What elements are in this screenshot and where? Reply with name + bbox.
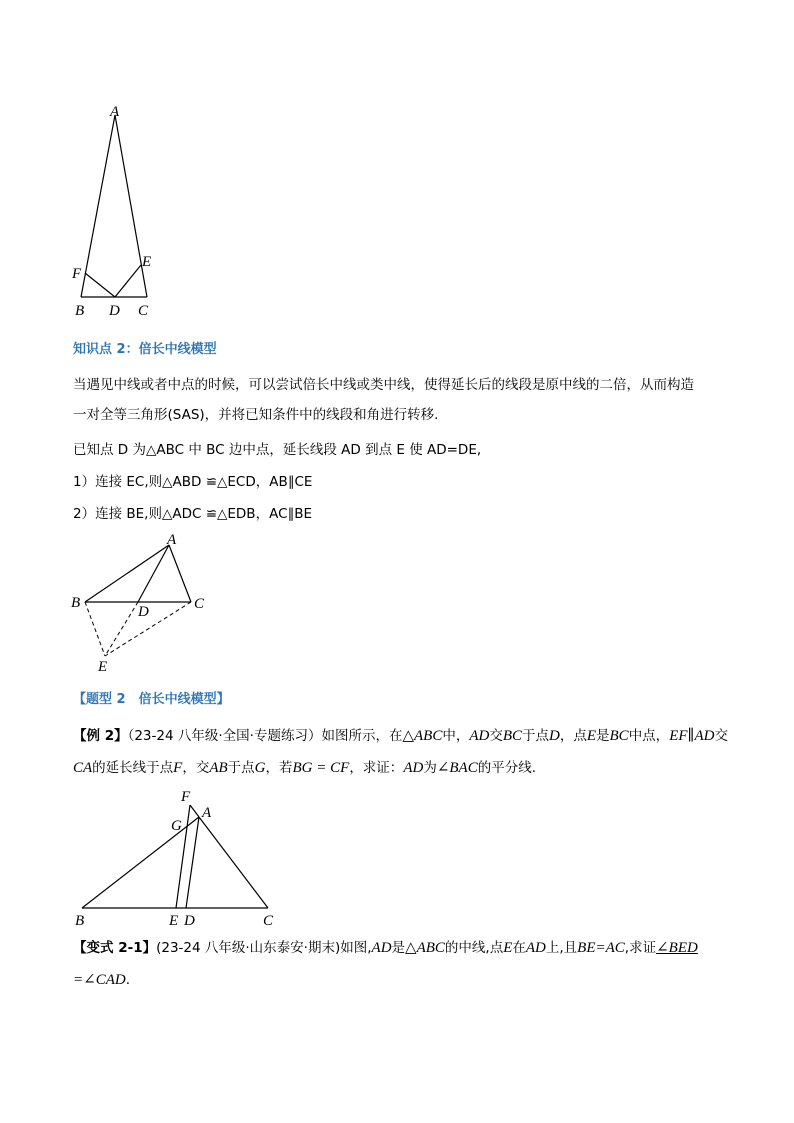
label-B: B bbox=[71, 595, 81, 611]
label-B: B bbox=[75, 913, 85, 929]
label-D: D bbox=[138, 604, 149, 620]
label-C: C bbox=[263, 913, 274, 929]
figure-2-median-extension bbox=[65, 528, 215, 678]
example-tag: 【例 2】 bbox=[73, 728, 128, 744]
knowledge-case-2: 2）连接 BE,则△ADC ≌△EDB，AC∥BE bbox=[73, 506, 313, 522]
label-A: A bbox=[202, 805, 212, 821]
label-G: G bbox=[171, 818, 182, 834]
knowledge-case-1: 1）连接 EC,则△ABD ≌△ECD，AB∥CE bbox=[73, 474, 313, 490]
segment-AC bbox=[199, 817, 268, 908]
knowledge-given: 已知点 D 为△ABC 中 BC 边中点，延长线段 AD 到点 E 使 AD=DE, bbox=[73, 442, 482, 458]
segment-AD bbox=[186, 817, 199, 908]
label-E: E bbox=[142, 254, 152, 270]
variant-2-1-line-2: =∠CAD. bbox=[73, 972, 130, 988]
segment-ED bbox=[115, 265, 141, 297]
knowledge-point-title: 知识点 2：倍长中线模型 bbox=[73, 342, 217, 357]
segment-AC bbox=[169, 545, 191, 602]
segment-FA bbox=[190, 805, 199, 817]
segment-DE bbox=[105, 602, 138, 656]
label-C: C bbox=[138, 303, 149, 319]
segment-AB bbox=[81, 115, 115, 297]
label-D: D bbox=[109, 303, 120, 319]
label-E: E bbox=[98, 659, 108, 675]
label-F: F bbox=[72, 266, 82, 282]
knowledge-paragraph-line-1: 当遇见中线或者中点的时候，可以尝试倍长中线或类中线，使得延长后的线段是原中线的二倍，从而构造 bbox=[73, 377, 694, 393]
label-A: A bbox=[167, 532, 177, 548]
label-A: A bbox=[110, 104, 120, 120]
figure-1-triangle bbox=[60, 95, 180, 325]
figure-3-parallel-lines bbox=[70, 785, 285, 930]
knowledge-paragraph-line-2: 一对全等三角形(SAS)，并将已知条件中的线段和角进行转移. bbox=[73, 407, 439, 423]
segment-FD bbox=[85, 273, 115, 297]
segment-AB bbox=[85, 545, 169, 602]
label-E: E bbox=[169, 913, 179, 929]
example-source: （23-24 八年级·全国·专题练习） bbox=[127, 728, 322, 744]
segment-AD bbox=[138, 545, 169, 602]
variant-tag: 【变式 2-1】 bbox=[73, 940, 157, 956]
example-2-line-2: CA的延长线于点F，交AB于点G，若BG = CF，求证：AD为∠BAC的平分线. bbox=[73, 760, 537, 776]
label-C: C bbox=[194, 596, 205, 612]
variant-source: (23-24 八年级·山东泰安·期末) bbox=[156, 940, 341, 956]
label-F: F bbox=[181, 789, 191, 805]
label-B: B bbox=[75, 303, 85, 319]
type-2-title: 【题型 2 倍长中线模型】 bbox=[73, 692, 230, 707]
example-2-line-1: 【例 2】（23-24 八年级·全国·专题练习）如图所示，在△ABC中，AD交BC于点D，点E是BC中点，EF∥AD交 bbox=[73, 728, 728, 744]
label-D: D bbox=[184, 913, 195, 929]
segment-BE bbox=[85, 602, 105, 656]
variant-2-1-line-1: 【变式 2-1】(23-24 八年级·山东泰安·期末)如图,AD是△ABC的中线,点E在AD上,且BE=AC,求证∠BED bbox=[73, 940, 698, 956]
